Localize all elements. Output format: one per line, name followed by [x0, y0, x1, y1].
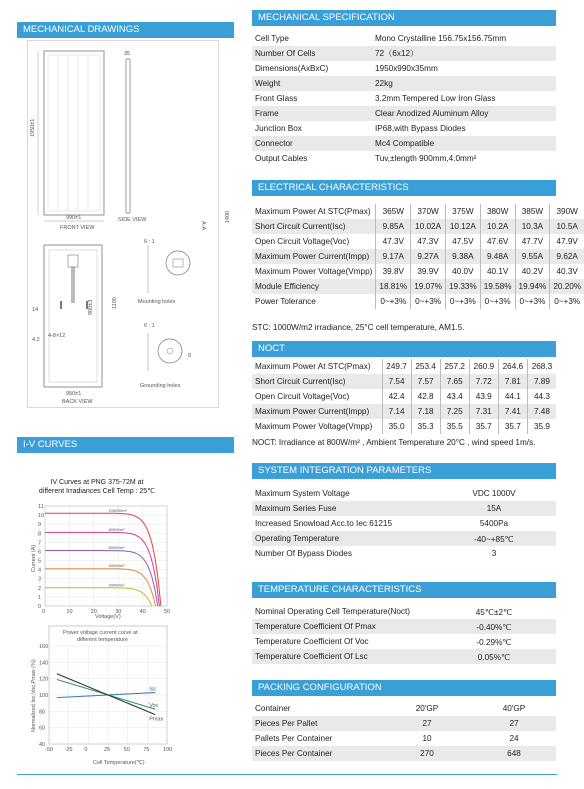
row-label: Front Glass: [252, 91, 372, 106]
iv-y-tick-label: 9: [38, 522, 42, 529]
iv-y-tick-label: 8: [38, 531, 42, 538]
row-value: IP68,with Bypass Diodes: [372, 121, 556, 136]
temp-y-tick-label: 40: [39, 742, 46, 748]
iv-series-label: 200W/m²: [108, 582, 125, 588]
row-label: Increased Snowload Acc.to Iec 61215: [252, 516, 432, 531]
row-value: 7.14: [382, 404, 411, 419]
dim-900-label: 900±3: [88, 299, 94, 315]
row-value: 35.7: [469, 419, 498, 434]
row-value: 249.7: [382, 359, 411, 374]
mech-spec-row: [252, 91, 556, 106]
temp-x-tick-label: 25: [104, 747, 111, 753]
scale-label-a: 6 : 1: [144, 239, 155, 245]
stc-note: STC: 1000W/m2 irradiance, 25°C cell temperature, AM1.5.: [252, 323, 465, 332]
iv-chart: [27, 502, 177, 620]
row-value: 19.07%: [411, 279, 446, 294]
iv-y-tick-label: 4: [38, 567, 42, 574]
row-label: Temperature Coefficient Of Pmax: [252, 619, 432, 634]
noct-table: [252, 359, 556, 434]
row-value: 47.3V: [411, 234, 446, 249]
row-value: Mc4 Compatible: [372, 136, 556, 151]
row-value: 72（6x12）: [372, 46, 556, 61]
row-label: Short Circuit Current(Isc): [252, 219, 376, 234]
row-value: 47.7V: [515, 234, 550, 249]
electrical-title: ELECTRICAL CHARACTERISTICS: [258, 182, 409, 193]
row-label: Pieces Per Container: [252, 746, 382, 761]
row-label: Temperature Coefficient Of Lsc: [252, 649, 432, 664]
electrical-row: [252, 279, 584, 294]
iv-xlabel: Voltage(V): [95, 614, 121, 620]
row-value: 44.1: [498, 389, 527, 404]
iv-x-tick-label: 0: [42, 609, 46, 615]
row-value: 0~+3%: [550, 294, 584, 309]
row-value: 380W: [480, 204, 515, 219]
temp-chart-title-line2: different temperature: [77, 637, 128, 643]
iv-y-tick-label: 3: [38, 576, 42, 583]
row-value: -40~+85℃: [432, 531, 556, 546]
row-value: 18.81%: [376, 279, 411, 294]
row-value: 20'GP: [382, 701, 472, 716]
row-label: Maximum Series Fuse: [252, 501, 432, 516]
row-label: Maximum Power Voltage(Vmpp): [252, 419, 382, 434]
electrical-row: [252, 204, 584, 219]
system-row: [252, 546, 556, 561]
row-value: 7.65: [440, 374, 469, 389]
mech-spec-row: [252, 61, 556, 76]
row-value: 40.2V: [515, 264, 550, 279]
system-row: [252, 501, 556, 516]
iv-x-tick-label: 10: [66, 609, 73, 615]
row-value: 19.58%: [480, 279, 515, 294]
dim-14-label: 14: [32, 307, 39, 313]
row-value: 268.3: [527, 359, 556, 374]
dim-1950-label: 1950±1: [30, 118, 36, 137]
row-label: Maximum Power Current(Impp): [252, 404, 382, 419]
temp-series-label: Voc: [149, 703, 159, 710]
row-value: 7.81: [498, 374, 527, 389]
row-label: Maximum Power At STC(Pmax): [252, 359, 382, 374]
dim-42-label: 4.2: [32, 337, 40, 343]
row-value: 43.9: [469, 389, 498, 404]
row-label: Open Circuit Voltage(Voc): [252, 389, 382, 404]
row-value: 1950x990x35mm: [372, 61, 556, 76]
mech-drawings-header: [17, 22, 234, 38]
row-label: Dimensions(AxBxC): [252, 61, 372, 76]
noct-title: NOCT: [258, 343, 285, 354]
dim-4x8-label: 4-8×12: [48, 333, 66, 339]
dim-9-label: 9: [188, 353, 192, 359]
temperature-table: [252, 604, 556, 664]
bottom-rule: [17, 774, 557, 775]
iv-curves-title: I-V CURVES: [23, 439, 78, 450]
row-value: 648: [472, 746, 556, 761]
row-label: Container: [252, 701, 382, 716]
row-label: Cell Type: [252, 31, 372, 46]
electrical-header: [252, 180, 556, 196]
row-value: 40'GP: [472, 701, 556, 716]
row-value: 10.12A: [445, 219, 480, 234]
row-value: 0~+3%: [376, 294, 411, 309]
iv-chart-title-line1: IV Curves at PNG 375-72M at: [50, 479, 144, 486]
electrical-row: [252, 294, 584, 309]
temp-series-label: Isc: [149, 686, 157, 693]
mech-spec-row: [252, 106, 556, 121]
temp-y-tick-label: 120: [39, 676, 49, 683]
iv-x-tick-label: 30: [115, 609, 122, 615]
grounding-holes-label: Grounding holes: [140, 383, 181, 389]
row-value: 0~+3%: [480, 294, 515, 309]
dim-950-label: 950±1: [66, 391, 82, 397]
electrical-row: [252, 249, 584, 264]
row-value: Mono Crystalline 156.75x156.75mm: [372, 31, 556, 46]
row-value: 9.17A: [376, 249, 411, 264]
iv-y-tick-label: 11: [38, 504, 44, 510]
row-label: Short Circuit Current(Isc): [252, 374, 382, 389]
system-header: [252, 463, 556, 479]
row-value: 27: [472, 716, 556, 731]
row-label: Output Cables: [252, 151, 372, 166]
row-value: 40.0V: [445, 264, 480, 279]
iv-x-tick-label: 40: [139, 609, 146, 615]
system-title: SYSTEM INTEGRATION PARAMETERS: [258, 465, 432, 476]
row-label: Module Efficiency: [252, 279, 376, 294]
temp-x-tick-label: 0: [84, 747, 88, 753]
row-value: 47.5V: [445, 234, 480, 249]
row-value: 10.5A: [550, 219, 584, 234]
row-label: Weight: [252, 76, 372, 91]
row-label: Pallets Per Container: [252, 731, 382, 746]
iv-y-tick-label: 6: [38, 549, 42, 556]
row-value: 0~+3%: [445, 294, 480, 309]
temp-x-tick-label: 50: [123, 747, 130, 753]
iv-y-tick-label: 2: [38, 585, 42, 592]
mech-spec-row: [252, 151, 556, 166]
iv-series-label: 1000W/m²: [108, 507, 127, 513]
row-value: 365W: [376, 204, 411, 219]
noct-row: [252, 374, 556, 389]
mechanical-drawing: [28, 41, 220, 409]
mech-spec-row: [252, 121, 556, 136]
back-view-label: BACK VIEW: [62, 399, 93, 405]
temp-y-tick-label: 80: [39, 709, 46, 716]
iv-series-label: 400W/m²: [108, 563, 125, 569]
iv-y-tick-label: 7: [38, 540, 42, 547]
temp-ylabel: Normalized Isc,Voc,Pmax (%): [31, 659, 37, 732]
noct-row: [252, 359, 556, 374]
iv-y-tick-label: 1: [38, 594, 42, 601]
temperature-row: [252, 619, 556, 634]
electrical-row: [252, 234, 584, 249]
temp-y-tick-label: 160: [39, 644, 49, 650]
row-value: 35.0: [382, 419, 411, 434]
noct-row: [252, 404, 556, 419]
mech-spec-row: [252, 31, 556, 46]
packing-row: [252, 731, 556, 746]
row-value: 47.6V: [480, 234, 515, 249]
packing-row: [252, 701, 556, 716]
scale-label-b: 6 : 1: [144, 323, 155, 329]
mech-spec-row: [252, 136, 556, 151]
row-value: 264.6: [498, 359, 527, 374]
temperature-header: [252, 582, 556, 598]
row-value: 390W: [550, 204, 584, 219]
row-value: 35.7: [498, 419, 527, 434]
row-value: 40.3V: [550, 264, 584, 279]
row-value: -0.40%℃: [432, 619, 556, 634]
row-label: Temperature Coefficient Of Voc: [252, 634, 432, 649]
iv-chart-title-line2: different Irradiances Cell Temp : 25℃: [38, 488, 156, 495]
temp-chart: [27, 620, 177, 768]
row-value: 270: [382, 746, 472, 761]
row-value: 19.33%: [445, 279, 480, 294]
row-value: 260.9: [469, 359, 498, 374]
mech-spec-header: [252, 10, 556, 26]
row-value: 9.85A: [376, 219, 411, 234]
row-value: 10.2A: [480, 219, 515, 234]
packing-header: [252, 680, 556, 696]
packing-table: [252, 701, 556, 761]
dim-1100-label: 1100: [112, 297, 118, 309]
row-value: 7.72: [469, 374, 498, 389]
electrical-row: [252, 264, 584, 279]
row-value: 7.31: [469, 404, 498, 419]
packing-title: PACKING CONFIGURATION: [258, 682, 382, 693]
row-value: 42.4: [382, 389, 411, 404]
mechanical-drawing-panel: [27, 40, 219, 408]
row-value: 3.2mm Tempered Low Iron Glass: [372, 91, 556, 106]
row-value: 0~+3%: [515, 294, 550, 309]
temp-x-tick-label: 100: [163, 747, 173, 753]
electrical-row: [252, 219, 584, 234]
row-value: 35.3: [411, 419, 440, 434]
system-table: [252, 486, 556, 561]
row-value: 19.94%: [515, 279, 550, 294]
row-value: 0~+3%: [411, 294, 446, 309]
row-label: Maximum Power At STC(Pmax): [252, 204, 376, 219]
row-label: Junction Box: [252, 121, 372, 136]
row-label: Pieces Per Pallet: [252, 716, 382, 731]
mech-drawings-title: MECHANICAL DRAWINGS: [23, 24, 140, 35]
row-value: -0.29%℃: [432, 634, 556, 649]
temperature-title: TEMPERATURE CHARACTERISTICS: [258, 584, 422, 595]
row-value: 5400Pa: [432, 516, 556, 531]
iv-y-tick-label: 0: [38, 604, 42, 610]
iv-chart-title: [22, 478, 172, 496]
row-label: Frame: [252, 106, 372, 121]
temp-chart-title-line1: Power voltage current curve at: [63, 630, 138, 636]
packing-row: [252, 716, 556, 731]
temp-y-tick-label: 140: [39, 660, 49, 667]
row-value: 15A: [432, 501, 556, 516]
noct-note: NOCT: Irradiance at 800W/m² , Ambient Temperature 20°C , wind speed 1m/s.: [252, 438, 536, 447]
temperature-row: [252, 634, 556, 649]
iv-curves-header: [17, 437, 234, 453]
electrical-table: [252, 204, 582, 309]
row-value: 7.18: [411, 404, 440, 419]
row-value: 257.2: [440, 359, 469, 374]
noct-header: [252, 341, 556, 357]
temp-x-tick-label: -50: [45, 747, 53, 753]
mech-spec-row: [252, 76, 556, 91]
temp-x-tick-label: 75: [143, 747, 150, 753]
row-value: 10.02A: [411, 219, 446, 234]
dim-35-label: 35: [124, 51, 131, 57]
row-value: 7.57: [411, 374, 440, 389]
row-value: 370W: [411, 204, 446, 219]
row-value: 9.27A: [411, 249, 446, 264]
mech-spec-table: [252, 31, 556, 166]
row-value: 27: [382, 716, 472, 731]
iv-ylabel: Current (A): [31, 544, 37, 572]
front-view-label: FRONT VIEW: [60, 225, 95, 231]
row-label: Maximum Power Voltage(Vmpp): [252, 264, 376, 279]
temp-x-tick-label: -25: [64, 747, 73, 753]
row-value: 7.89: [527, 374, 556, 389]
row-value: 7.54: [382, 374, 411, 389]
row-label: Operating Temperature: [252, 531, 432, 546]
mech-spec-row: [252, 46, 556, 61]
row-value: 10: [382, 731, 472, 746]
row-value: 40.1V: [480, 264, 515, 279]
row-value: 43.4: [440, 389, 469, 404]
row-value: 7.48: [527, 404, 556, 419]
row-value: 20.20%: [550, 279, 584, 294]
row-value: 7.25: [440, 404, 469, 419]
temp-xlabel: Cell Temperature(℃): [93, 760, 145, 766]
row-value: 9.38A: [445, 249, 480, 264]
row-value: 9.62A: [550, 249, 584, 264]
noct-row: [252, 389, 556, 404]
packing-row: [252, 746, 556, 761]
row-label: Maximum System Voltage: [252, 486, 432, 501]
iv-x-tick-label: 50: [164, 609, 171, 615]
row-value: 22kg: [372, 76, 556, 91]
temperature-row: [252, 649, 556, 664]
iv-x-tick-label: 20: [90, 609, 97, 615]
temp-series-label: Pmax: [149, 716, 164, 723]
row-value: 10.3A: [515, 219, 550, 234]
row-label: Nominal Operating Cell Temperature(Noct): [252, 604, 432, 619]
row-label: Number Of Cells: [252, 46, 372, 61]
row-value: 44.3: [527, 389, 556, 404]
row-value: 7.41: [498, 404, 527, 419]
row-value: 35.5: [440, 419, 469, 434]
row-label: Connector: [252, 136, 372, 151]
row-value: 9.55A: [515, 249, 550, 264]
row-value: Tuv,±length 900mm,4.0mm²: [372, 151, 556, 166]
row-value: 45℃±2℃: [432, 604, 556, 619]
row-value: 42.8: [411, 389, 440, 404]
row-value: 385W: [515, 204, 550, 219]
iv-y-tick-label: 10: [38, 513, 45, 520]
mech-spec-title: MECHANICAL SPECIFICATION: [258, 12, 395, 23]
row-value: 35.9: [527, 419, 556, 434]
side-view-label: SIDE VIEW: [118, 217, 147, 223]
row-value: 3: [432, 546, 556, 561]
row-value: 39.9V: [411, 264, 446, 279]
row-value: 39.8V: [376, 264, 411, 279]
row-label: Maximum Power Current(Impp): [252, 249, 376, 264]
row-label: Open Circuit Voltage(Voc): [252, 234, 376, 249]
system-row: [252, 516, 556, 531]
row-value: 47.9V: [550, 234, 584, 249]
row-value: 375W: [445, 204, 480, 219]
temperature-row: [252, 604, 556, 619]
dim-1400-label: 1400: [225, 210, 232, 224]
mounting-holes-label: Mounting holes: [138, 299, 176, 305]
dim-990-label: 990±1: [66, 215, 82, 221]
iv-series-label: 600W/m²: [108, 545, 125, 551]
iv-y-tick-label: 5: [38, 558, 42, 565]
row-value: 253.4: [411, 359, 440, 374]
temp-y-tick-label: 60: [39, 725, 46, 732]
row-value: 47.3V: [376, 234, 411, 249]
dim-aa-label: A-A: [200, 221, 206, 231]
row-value: 24: [472, 731, 556, 746]
row-label: Power Tolerance: [252, 294, 376, 309]
system-row: [252, 486, 556, 501]
row-label: Number Of Bypass Diodes: [252, 546, 432, 561]
system-row: [252, 531, 556, 546]
row-value: 0.05%℃: [432, 649, 556, 664]
iv-series-label: 800W/m²: [108, 526, 125, 532]
row-value: 9.48A: [480, 249, 515, 264]
row-value: Clear Anodized Aluminum Alloy: [372, 106, 556, 121]
temp-y-tick-label: 100: [39, 693, 49, 699]
noct-row: [252, 419, 556, 434]
row-value: VDC 1000V: [432, 486, 556, 501]
